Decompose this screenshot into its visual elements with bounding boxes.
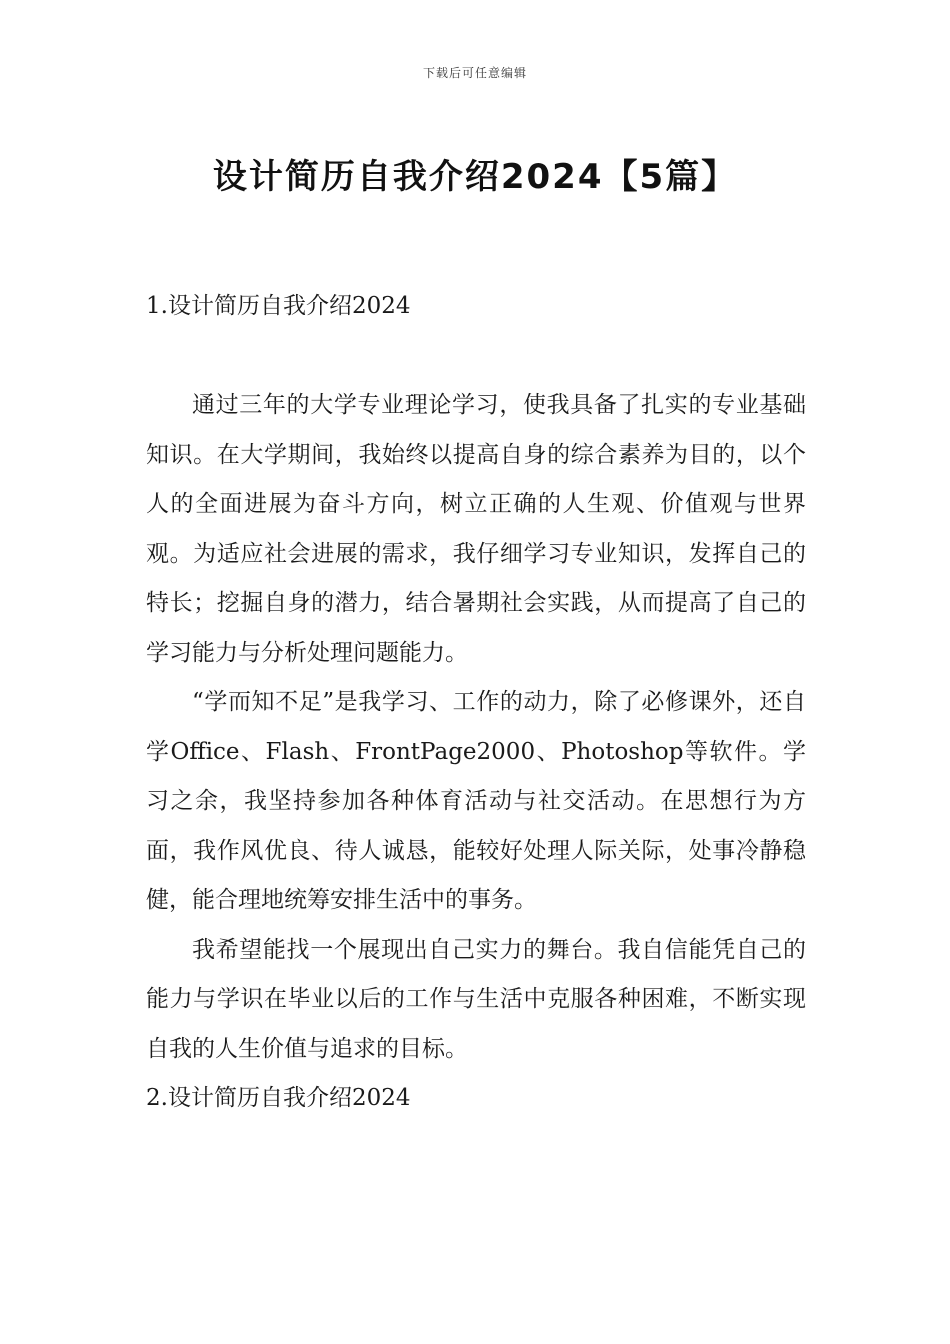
paragraph-1: 通过三年的大学专业理论学习，使我具备了扎实的专业基础知识。在大学期间，我始终以提高自身的综合素养为目的，以个人的全面进展为奋斗方向，树立正确的人生观、价值观与世界观。为适应社会进展的需求，我仔细学习专业知识，发挥自己的特长；挖掘自身的潜力，结合暑期社会实践，从而提高了自己的学习能力与分析处理问题能力。 — [146, 392, 806, 666]
header-note: 下载后可任意编辑 — [422, 66, 527, 80]
section-heading-2: 2.设计简历自我介绍2024 — [146, 1085, 411, 1111]
section-heading-1: 1.设计简历自我介绍2024 — [146, 293, 411, 319]
document-title: 设计简历自我介绍2024【5篇】 — [212, 156, 738, 197]
document-body — [146, 282, 806, 1124]
paragraph-3: 我希望能找一个展现出自己实力的舞台。我自信能凭自己的能力与学识在毕业以后的工作与生活中克服各种困难，不断实现自我的人生价值与追求的目标。 — [146, 936, 806, 1062]
paragraph-2: “学而知不足”是我学习、工作的动力，除了必修课外，还自学Office、Flash、FrontPage2000、Photoshop等软件。学习之余，我坚持参加各种体育活动与社交活动。在思想行为方面，我作风优良、待人诚恳，能较好处理人际关际，处事冷静稳健，能合理地统筹安排生活中的事务。 — [146, 689, 806, 913]
